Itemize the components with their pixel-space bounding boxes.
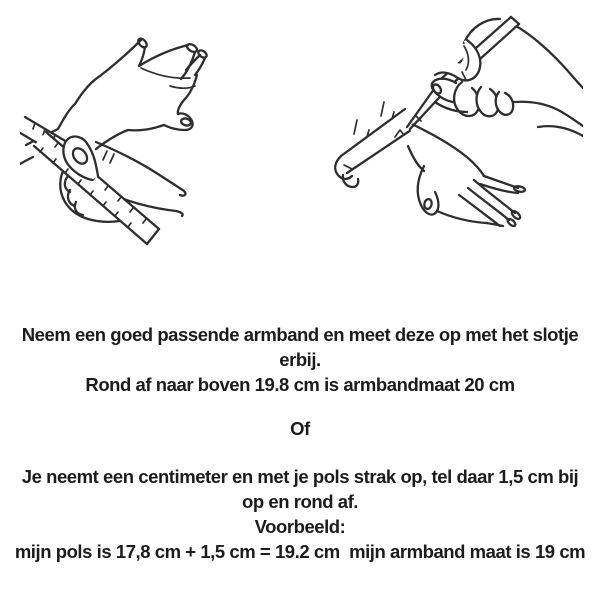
measure-strip xyxy=(335,102,414,187)
example-label: Voorbeeld: xyxy=(254,516,346,537)
example-line: mijn pols is 17,8 cm + 1,5 cm = 19.2 cm mijn armband maat is 19 cm xyxy=(14,541,586,562)
separator-of: Of xyxy=(290,418,310,439)
method1-line1: Neem een goed passende armband en meet deze op met het slotje xyxy=(21,324,579,345)
writing-hand-index-finger xyxy=(432,40,480,80)
instructions-text xyxy=(0,322,600,564)
writing-hand xyxy=(462,19,583,136)
method1-line2: erbij. xyxy=(279,349,321,370)
method1-line3: Rond af naar boven 19.8 cm is armbandmaat 20 cm xyxy=(85,374,515,395)
measured-hand xyxy=(408,123,525,228)
method2-line1: Je neemt een centimeter en met je pols strak op, tel daar 1,5 cm bij xyxy=(21,466,579,487)
method2-line2: op en rond af. xyxy=(241,491,358,512)
pen-marking-tape-on-wrist-illustration xyxy=(328,8,583,243)
wrist-measured-with-ruler-illustration xyxy=(20,18,230,248)
pen-mark-drawing xyxy=(328,8,583,243)
ruler-measure-drawing xyxy=(20,18,230,248)
